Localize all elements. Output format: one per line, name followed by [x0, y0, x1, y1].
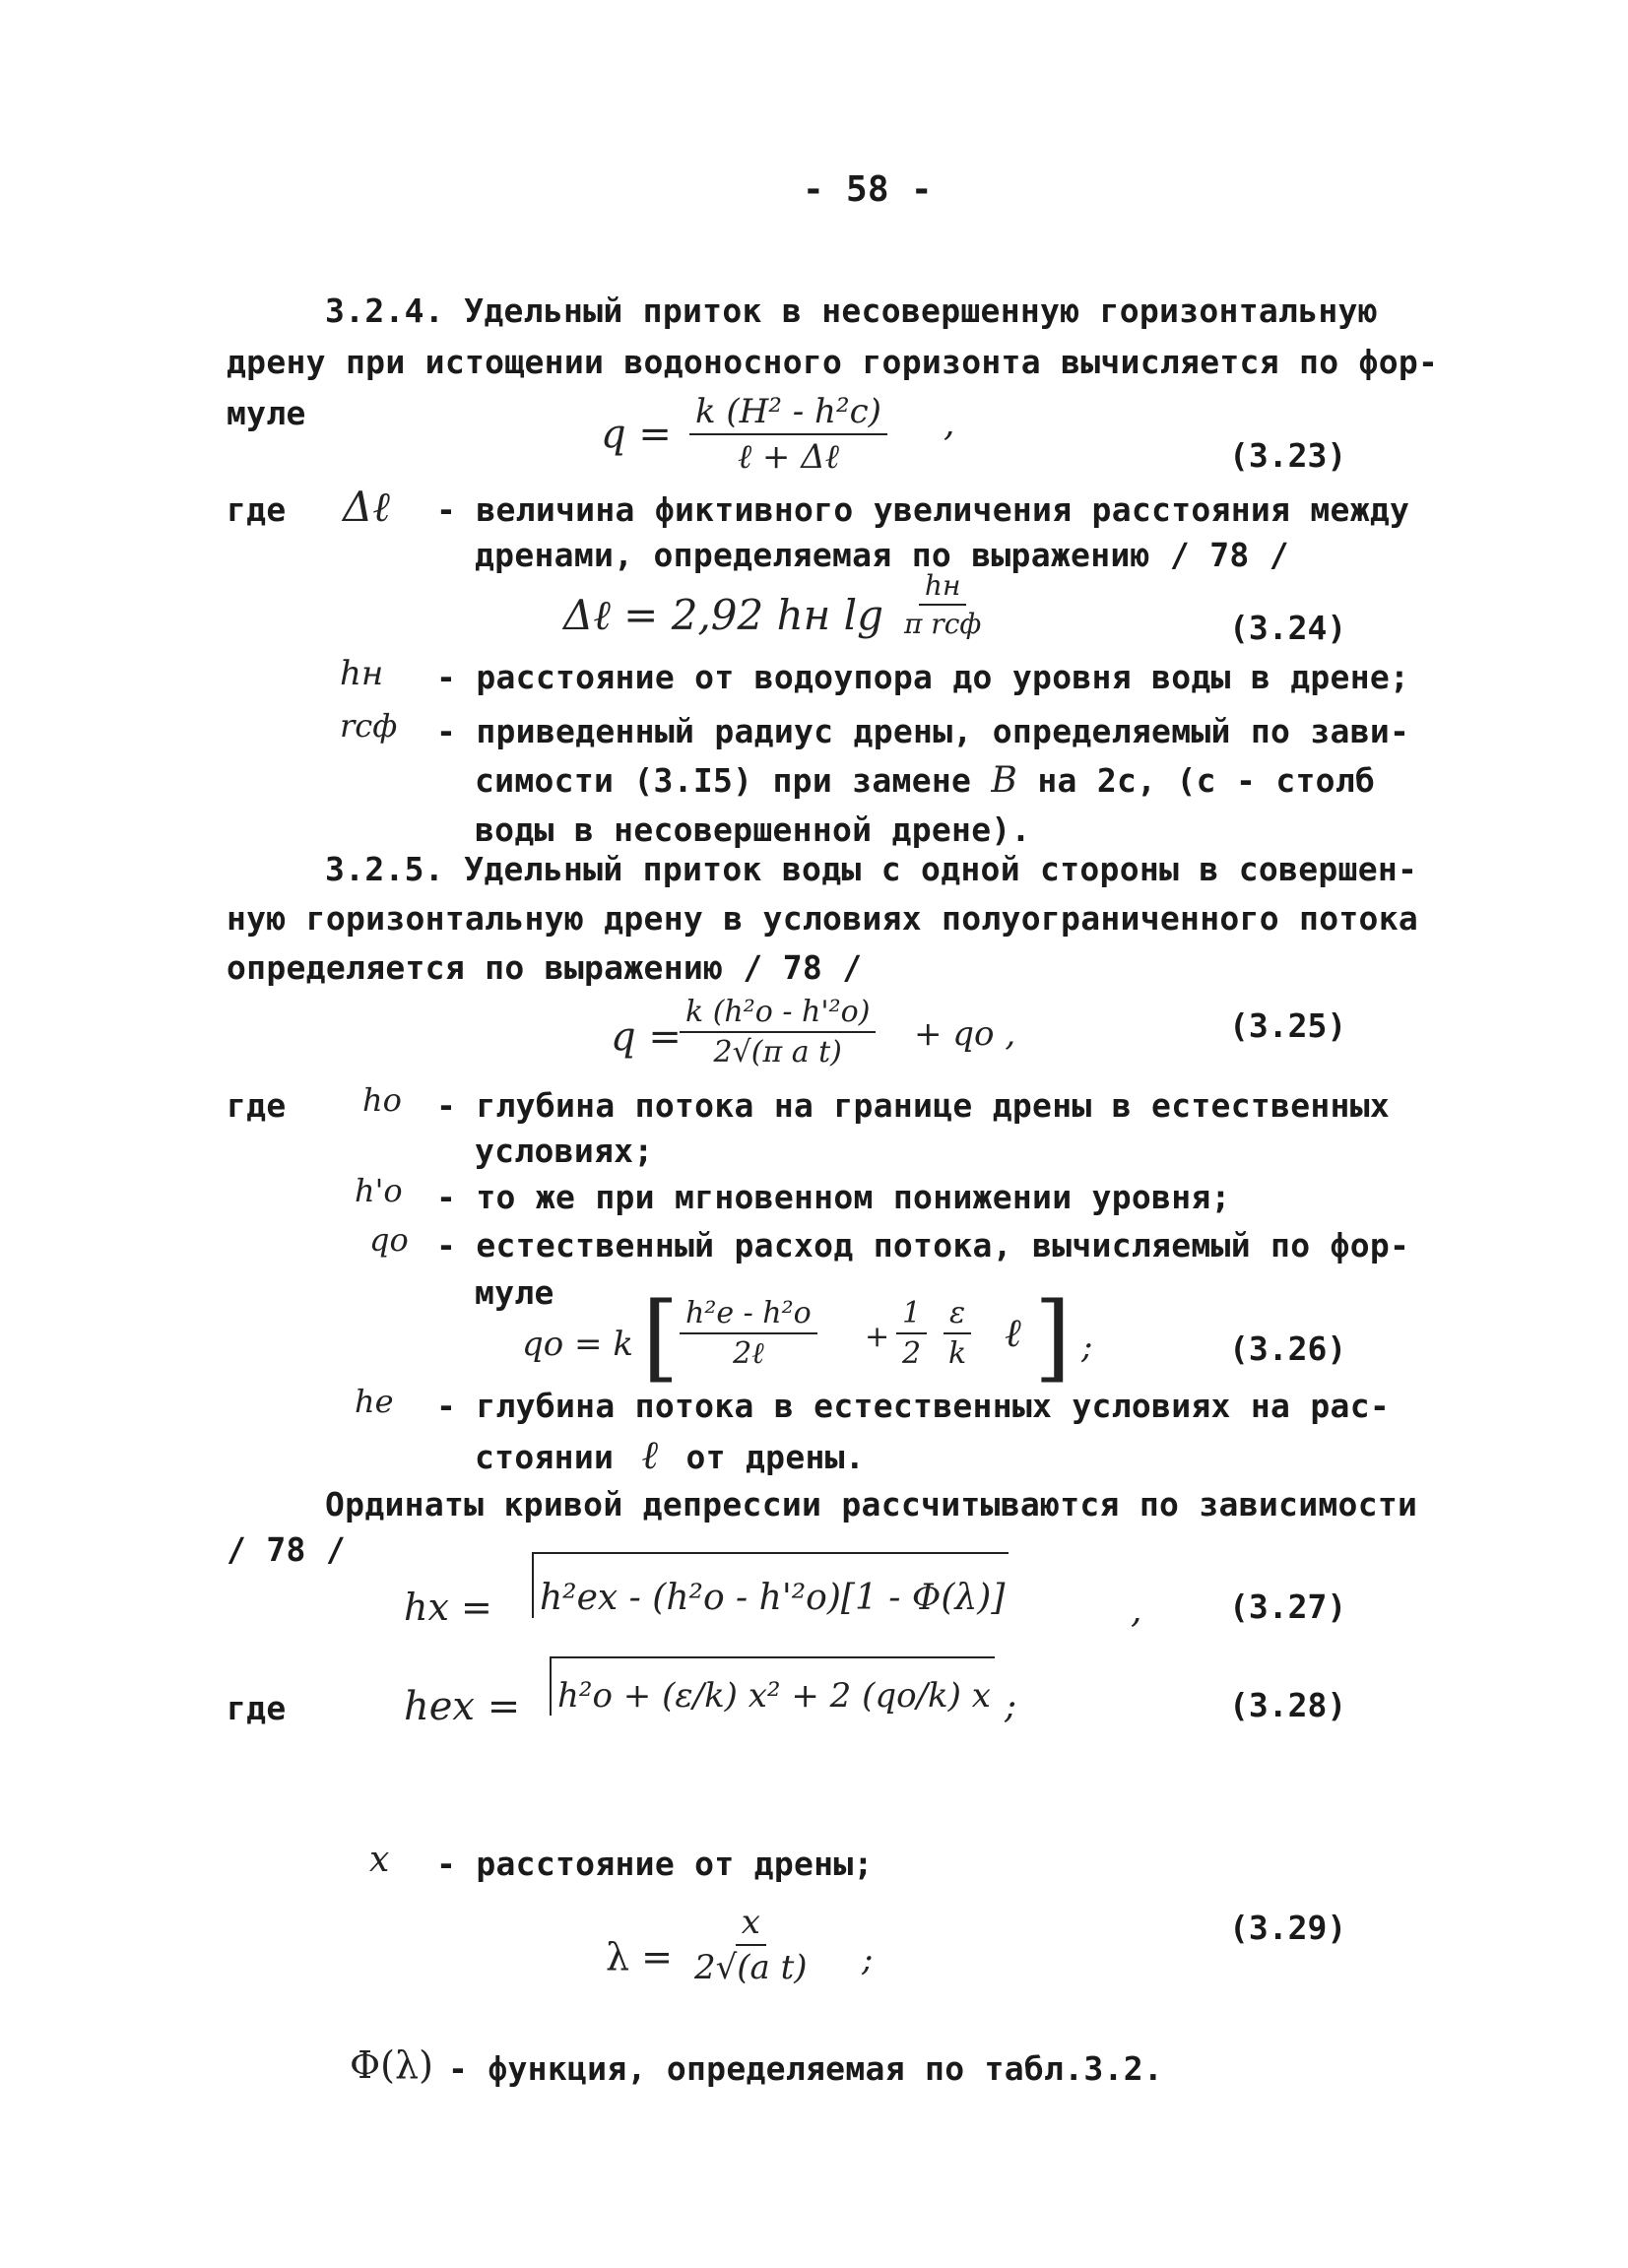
formula-329-fraction [694, 1903, 808, 1987]
where-label-3: где [227, 1689, 287, 1727]
eq-number-329: (3.29) [1229, 1909, 1347, 1947]
x-def: - расстояние от дрены; [436, 1845, 874, 1883]
eq-number-328: (3.28) [1229, 1686, 1347, 1724]
ho-def-line2: условиях; [475, 1132, 654, 1170]
formula-329-numerator: x [736, 1903, 766, 1946]
formula-326-den1: 2ℓ [733, 1336, 764, 1371]
where-label-2: где [227, 1086, 287, 1125]
formula-326-bracket-right: ] [1034, 1282, 1072, 1393]
qo-def-line2: муле [475, 1273, 554, 1312]
formula-326-num3: ε [944, 1296, 971, 1334]
symbol-delta-l: Δℓ [343, 483, 390, 531]
formula-326-lhs: qo = k [522, 1325, 633, 1364]
qo-def-line1: - естественный расход потока, вычисляемый по фор- [436, 1226, 1410, 1264]
formula-326-fraction3 [944, 1296, 971, 1371]
dl-def-line2: дренами, определяемая по выражению / 78 / [475, 536, 1289, 574]
ho2-def: - то же при мгновенном понижении уровня; [436, 1178, 1231, 1216]
he-def-line2a: стоянии [475, 1438, 615, 1476]
he-def-line1: - глубина потока в естественных условиях на рас- [436, 1387, 1391, 1425]
formula-327-trail: , [1131, 1590, 1142, 1631]
symbol-ho-prime: h'o [355, 1172, 403, 1209]
dl-def-line1: - величина фиктивного увеличения расстояния между [436, 490, 1410, 529]
formula-327-body: h²ex - (h²o - h'²o)[1 - Φ(λ)] [540, 1578, 1006, 1618]
symbol-ho: ho [362, 1081, 402, 1119]
formula-329-lhs: λ = [606, 1935, 674, 1978]
rsf-def-line3: воды в несовершенной дрене). [475, 810, 1031, 849]
rsf-def-line2-text: симости (3.I5) при замене [475, 761, 972, 800]
formula-324-numerator: hн [919, 569, 966, 606]
formula-324-denominator: π rсф [904, 608, 982, 640]
formula-328-lhs: hex = [404, 1684, 521, 1729]
para-325-line2: ную горизонтальную дрену в условиях полуограниченного потока [227, 899, 1419, 938]
formula-323-numerator: k (H² - h²c) [689, 392, 887, 435]
symbol-he: he [355, 1383, 394, 1420]
para-325-line1: 3.2.5. Удельный приток воды с одной стороны в совершен- [325, 850, 1418, 888]
formula-328-sqrt [550, 1656, 995, 1716]
formula-326-bracket-left: [ [642, 1282, 680, 1393]
where-label: где [227, 490, 287, 529]
formula-326-num2: 1 [896, 1296, 927, 1334]
formula-328-body: h²o + (ε/k) x² + 2 (qo/k) x [557, 1676, 991, 1716]
formula-326-den2: 2 [902, 1336, 922, 1371]
phi-def: - функция, определяемая по табл.3.2. [448, 2049, 1164, 2088]
formula-326-fraction1 [680, 1296, 817, 1371]
formula-323-lhs: q = [601, 412, 672, 457]
symbol-rsf: rсф [340, 707, 398, 745]
para-325-line3: определяется по выражению / 78 / [227, 948, 863, 987]
formula-323-denominator: ℓ + Δℓ [737, 437, 839, 477]
formula-325-lhs: q = [611, 1014, 682, 1060]
symbol-qo: qo [369, 1221, 409, 1259]
formula-323-trail: , [944, 404, 955, 444]
formula-326-num1: h²e - h²o [680, 1296, 817, 1334]
symbol-phi-lambda: Φ(λ) [350, 2043, 433, 2087]
para-324-line2: дрену при истощении водоносного горизонта вычисляется по фор- [227, 343, 1439, 381]
hn-def: - расстояние от водоупора до уровня воды в дрене; [436, 658, 1410, 696]
formula-327-sqrt [532, 1552, 1009, 1618]
depression-line1: Ординаты кривой депрессии рассчитываются по зависимости [325, 1485, 1418, 1523]
formula-323-fraction [689, 392, 887, 477]
formula-328-trail: ; [1005, 1686, 1017, 1726]
formula-326-plus: + [865, 1320, 890, 1354]
eq-number-327: (3.27) [1229, 1588, 1347, 1626]
rsf-def-line1: - приведенный радиус дрены, определяемый по зави- [436, 712, 1410, 750]
formula-326-fraction2 [896, 1296, 927, 1371]
eq-number-323: (3.23) [1229, 436, 1347, 475]
eq-number-324: (3.24) [1229, 609, 1347, 647]
page-number: - 58 - [803, 169, 933, 210]
formula-324-lhs: Δℓ = 2,92 hн lg [563, 591, 883, 639]
ho-def-line1: - глубина потока на границе дрены в естественных [436, 1086, 1391, 1125]
formula-325-trail: + qo , [914, 1014, 1016, 1054]
formula-327-lhs: hx = [404, 1586, 492, 1629]
formula-324-fraction [904, 569, 981, 640]
formula-326-trail: ; [1081, 1328, 1093, 1367]
rsf-def-line2 [475, 758, 1375, 804]
formula-325-denominator: 2√(π a t) [713, 1035, 842, 1069]
eq-number-325: (3.25) [1229, 1006, 1347, 1045]
para-324-line1: 3.2.4. Удельный приток в несовершенную горизонтальную [325, 292, 1378, 330]
formula-329-denominator: 2√(a t) [694, 1948, 808, 1987]
symbol-b: B [991, 760, 1018, 801]
eq-number-326: (3.26) [1229, 1329, 1347, 1368]
formula-329-trail: ; [862, 1940, 874, 1979]
symbol-x: x [369, 1840, 390, 1880]
para-324-line3: муле [227, 394, 306, 432]
he-def-line2 [475, 1433, 865, 1480]
symbol-hn: hн [340, 654, 384, 693]
formula-326-l: ℓ [1005, 1311, 1021, 1356]
formula-326-den3: k [947, 1336, 967, 1371]
formula-325-numerator: k (h²o - h'²o) [680, 995, 876, 1033]
depression-line2: / 78 / [227, 1530, 347, 1569]
rsf-def-line2b-text: на 2с, (с - столб [1037, 761, 1376, 800]
formula-325-fraction [680, 995, 876, 1069]
he-def-line2b: от дрены. [685, 1438, 866, 1476]
symbol-l: ℓ [641, 1433, 659, 1478]
